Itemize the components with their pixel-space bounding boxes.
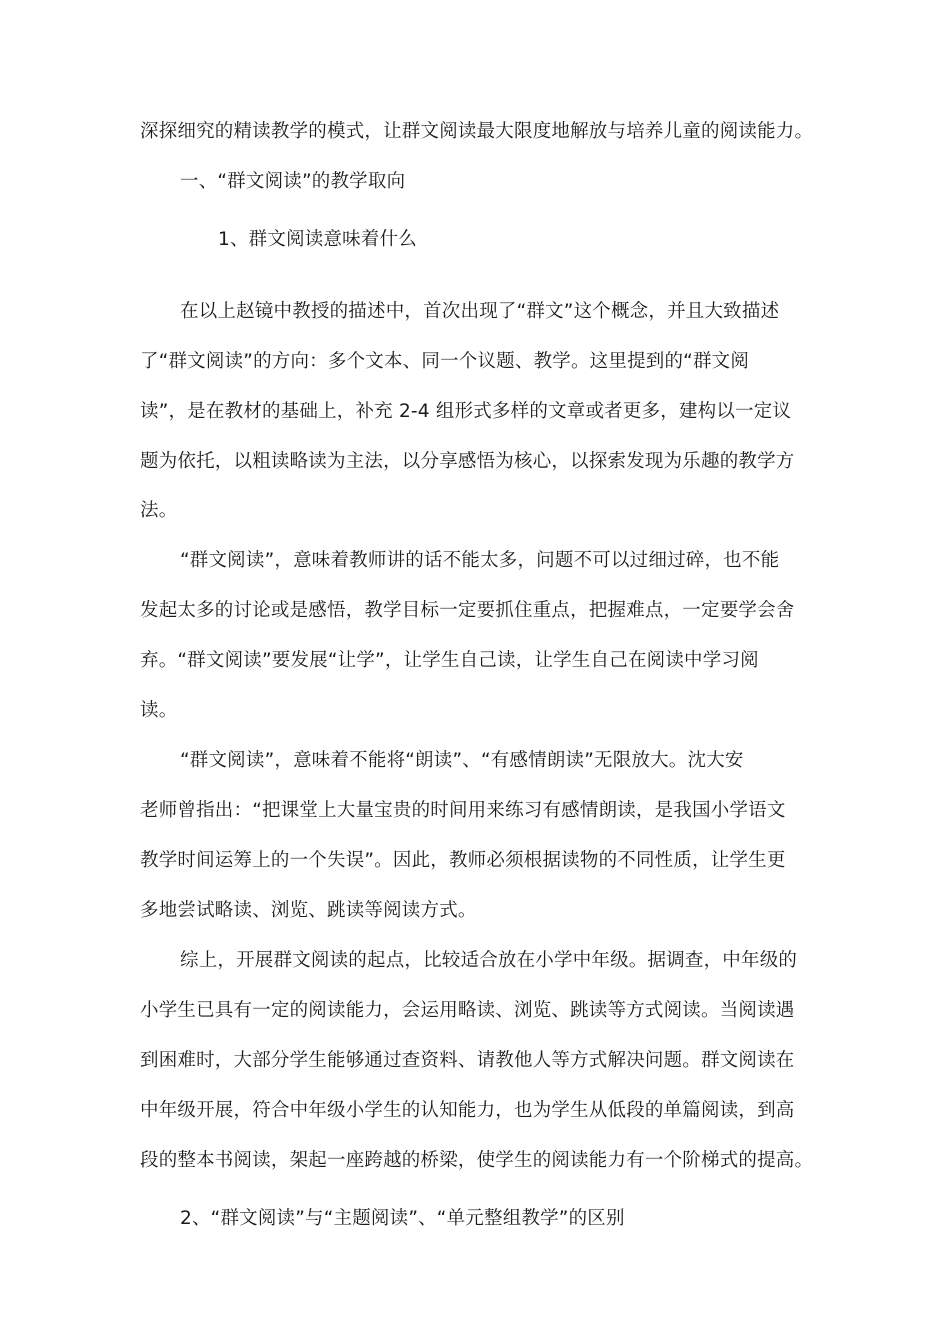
paragraph-2-line-4: 读。 xyxy=(140,700,178,721)
subsection-heading-2: 2、“群文阅读”与“主题阅读”、“单元整组教学”的区别 xyxy=(180,1208,625,1229)
text-line-1: 深探细究的精读教学的模式，让群文阅读最大限度地解放与培养儿童的阅读能力。 xyxy=(140,121,814,142)
paragraph-3-line-2: 老师曾指出：“把课堂上大量宝贵的时间用来练习有感情朗读，是我国小学语文 xyxy=(140,800,786,821)
paragraph-3-line-3: 教学时间运筹上的一个失误”。因此，教师必须根据读物的不同性质，让学生更 xyxy=(140,850,786,871)
paragraph-2-line-1: “群文阅读”，意味着教师讲的话不能太多，问题不可以过细过碎，也不能 xyxy=(180,550,780,571)
paragraph-2-line-2: 发起太多的讨论或是感悟，教学目标一定要抓住重点，把握难点，一定要学会舍 xyxy=(140,600,795,621)
paragraph-1-line-4: 题为依托，以粗读略读为主法，以分享感悟为核心，以探索发现为乐趣的教学方 xyxy=(140,451,795,472)
paragraph-1-line-1: 在以上赵镜中教授的描述中，首次出现了“群文”这个概念，并且大致描述 xyxy=(180,301,780,322)
subsection-heading-1: 1、群文阅读意味着什么 xyxy=(218,229,417,250)
paragraph-3-line-4: 多地尝试略读、浏览、跳读等阅读方式。 xyxy=(140,900,477,921)
paragraph-4-line-1: 综上，开展群文阅读的起点，比较适合放在小学中年级。据调查，中年级的 xyxy=(180,950,798,971)
paragraph-4-line-5: 段的整本书阅读，架起一座跨越的桥梁，使学生的阅读能力有一个阶梯式的提高。 xyxy=(140,1150,814,1171)
paragraph-1-line-3: 读”，是在教材的基础上，补充 2-4 组形式多样的文章或者更多，建构以一定议 xyxy=(140,401,792,422)
paragraph-4-line-3: 到困难时，大部分学生能够通过查资料、请教他人等方式解决问题。群文阅读在 xyxy=(140,1050,795,1071)
section-heading: 一、“群文阅读”的教学取向 xyxy=(180,171,406,192)
paragraph-2-line-3: 弃。“群文阅读”要发展“让学”，让学生自己读，让学生自己在阅读中学习阅 xyxy=(140,650,759,671)
paragraph-4-line-2: 小学生已具有一定的阅读能力，会运用略读、浏览、跳读等方式阅读。当阅读遇 xyxy=(140,1000,795,1021)
paragraph-4-line-4: 中年级开展，符合中年级小学生的认知能力，也为学生从低段的单篇阅读，到高 xyxy=(140,1100,795,1121)
paragraph-1-line-5: 法。 xyxy=(140,500,178,521)
paragraph-3-line-1: “群文阅读”，意味着不能将“朗读”、“有感情朗读”无限放大。沈大安 xyxy=(180,750,744,771)
paragraph-1-line-2: 了“群文阅读”的方向：多个文本、同一个议题、教学。这里提到的“群文阅 xyxy=(140,351,750,372)
